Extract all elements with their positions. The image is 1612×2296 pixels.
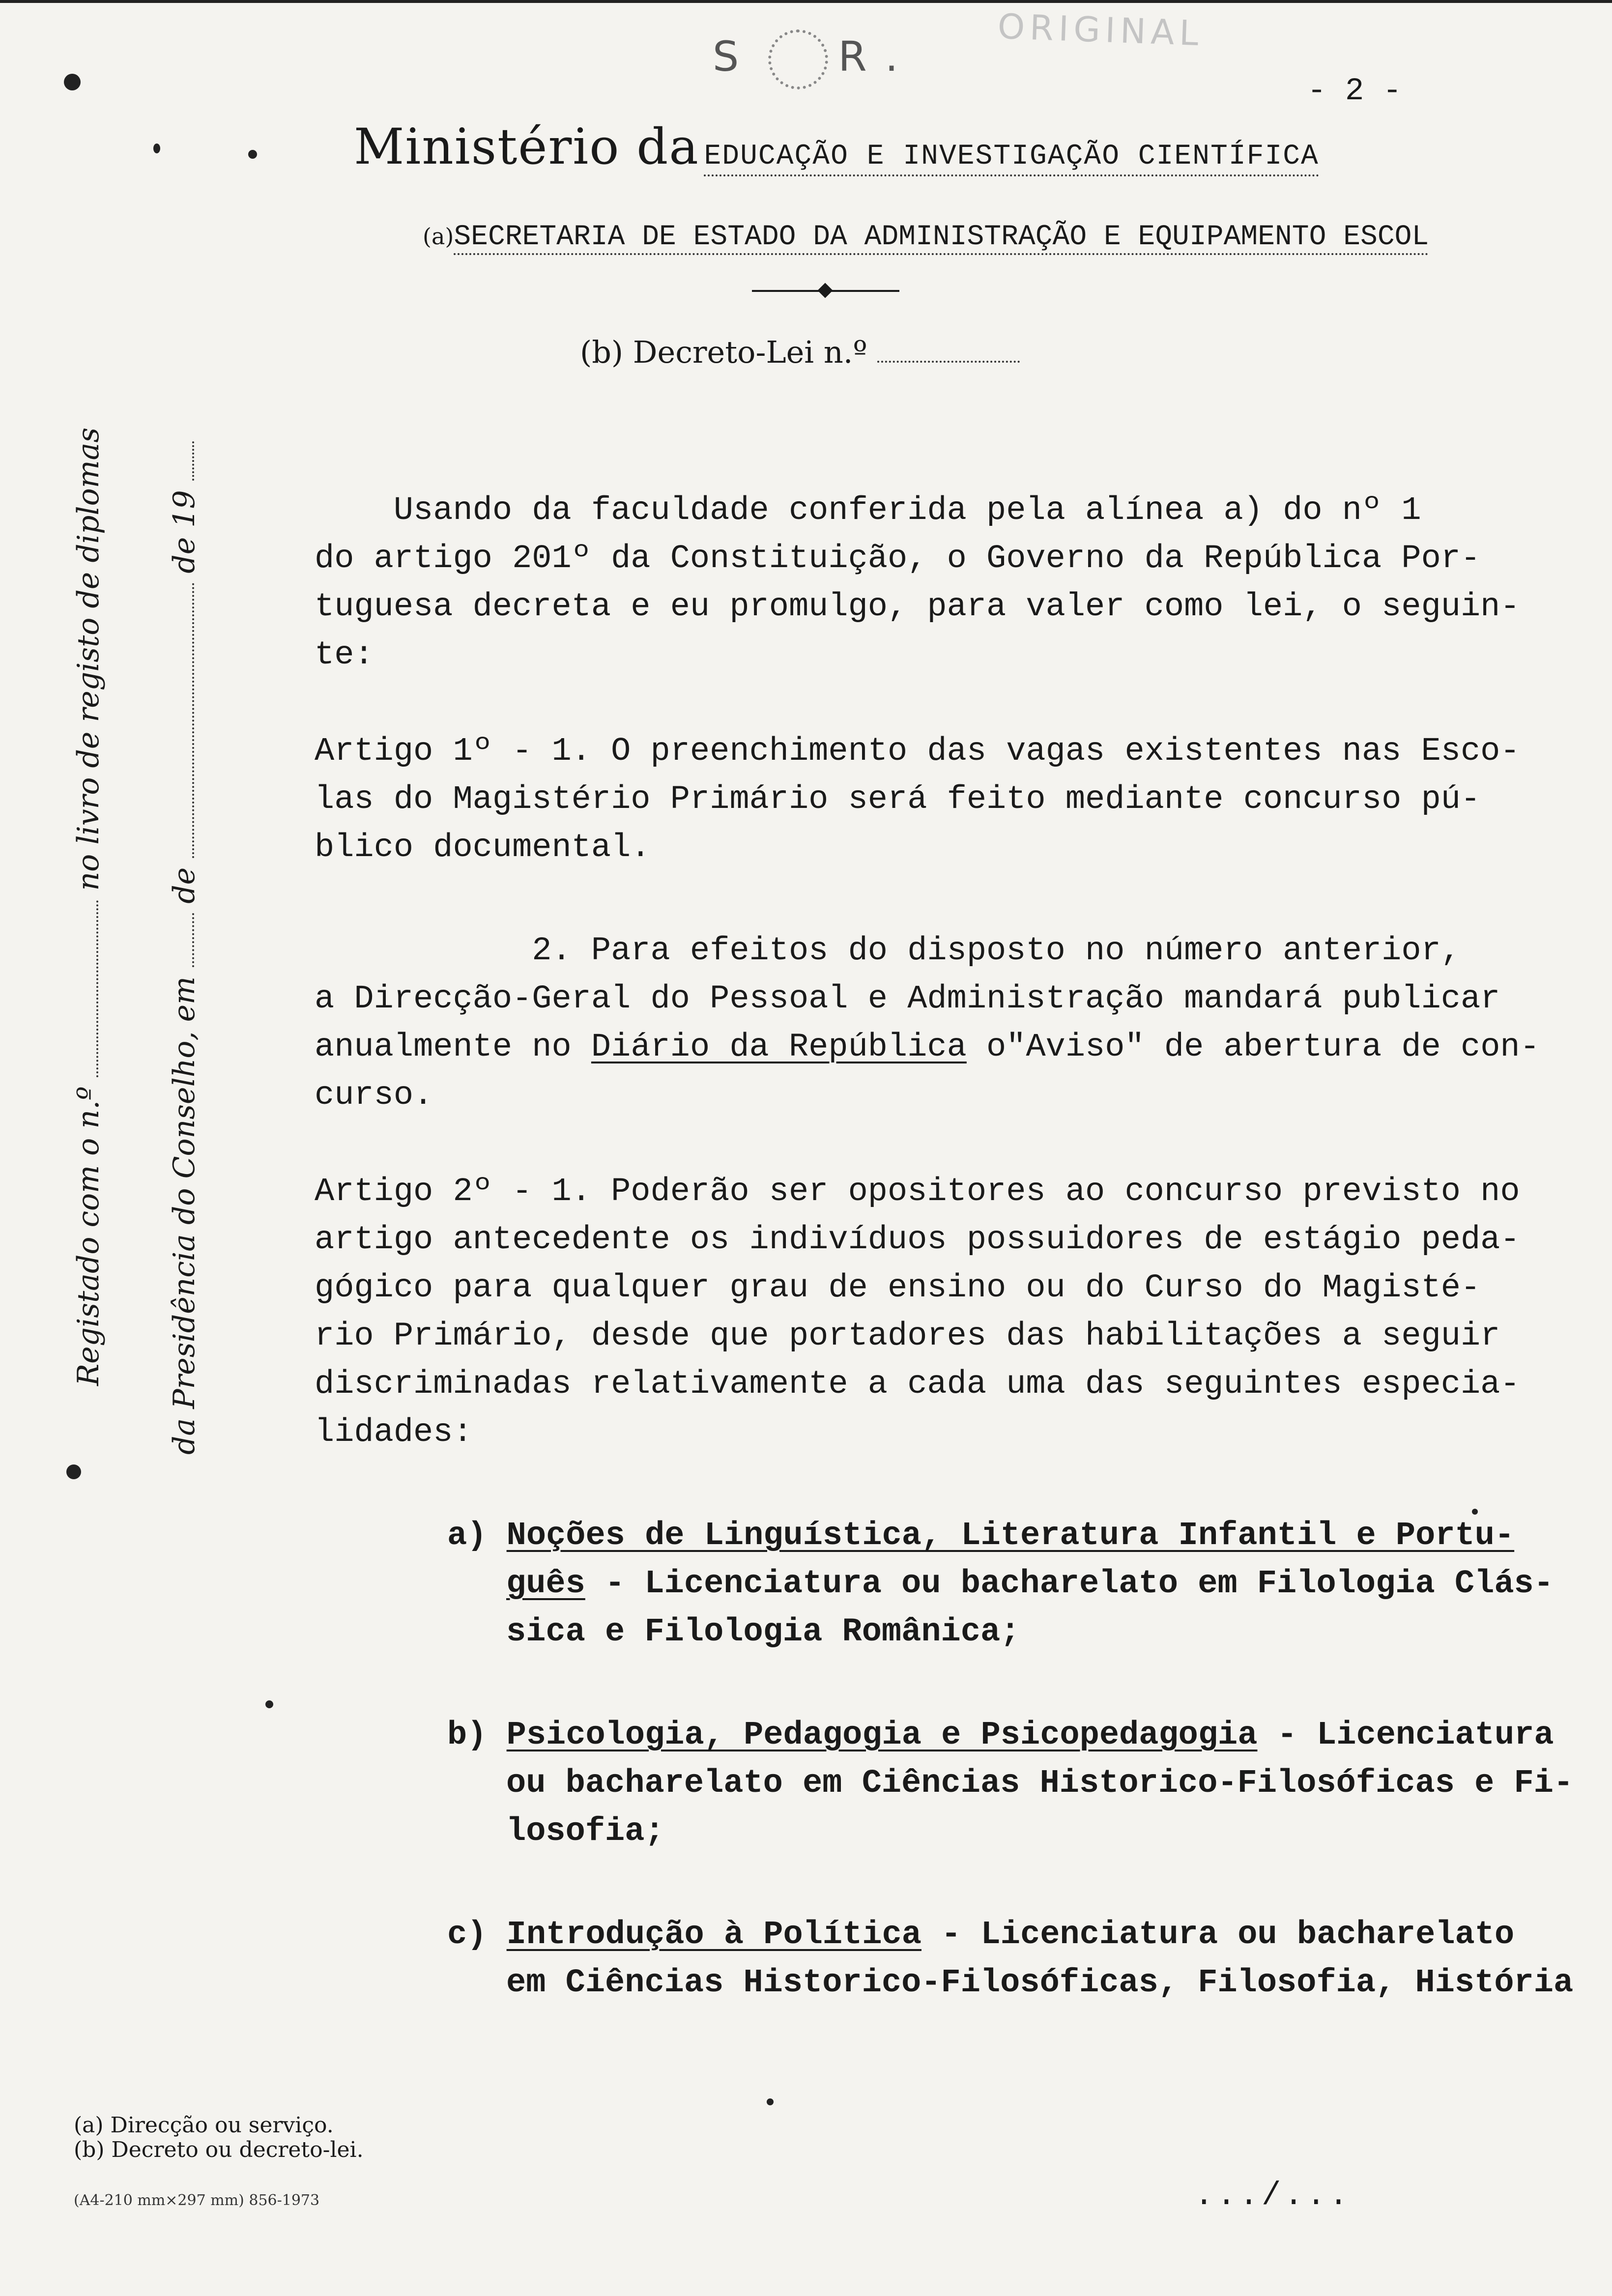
seal-letter-left: S xyxy=(713,32,759,81)
ministry-line xyxy=(354,118,1319,175)
secretaria-footnote-mark: (a) xyxy=(423,223,454,250)
ink-speck xyxy=(248,150,257,159)
article-line: 2. Para efeitos do disposto no número anterior, xyxy=(315,932,1461,970)
preamble-line: do artigo 201º da Constituição, o Governo da República Por- xyxy=(315,540,1481,577)
article-1-paragraph-1 xyxy=(315,727,1563,872)
decree-number-line xyxy=(580,334,1020,370)
registration-number-blank xyxy=(96,900,98,1077)
original-stamp: ORIGINAL xyxy=(997,6,1204,54)
item-letter: c) xyxy=(447,1916,507,1953)
item-title: guês xyxy=(506,1565,585,1603)
item-b: b) Psicologia, Pedagogia e Psicopedagogia - Licenciatura ou bacharelato em Ciências Historico-Filosóficas e Fi- losofia; xyxy=(447,1717,1574,1850)
item-c: c) Introdução à Política - Licenciatura ou bacharelato em Ciências Historico-Filosóficas, Filosofia, História xyxy=(447,1916,1574,2002)
secretaria-name: SECRETARIA DE ESTADO DA ADMINISTRAÇÃO E EQUIPAMENTO ESCOL xyxy=(454,221,1429,255)
article-line: a Direcção-Geral do Pessoal e Administração mandará publicar xyxy=(315,980,1500,1018)
ink-speck xyxy=(64,74,81,90)
ministry-label: Ministério da xyxy=(354,118,699,175)
article-1-paragraph-2 xyxy=(315,927,1563,1119)
article-line: lidades: xyxy=(315,1414,473,1451)
article-line: Artigo 2º - 1. Poderão ser opositores ao concurso previsto no xyxy=(315,1173,1520,1210)
preamble-line: te: xyxy=(315,636,374,674)
seal-header xyxy=(713,29,918,89)
article-line: anualmente no Diário da República o"Aviso" de abertura de con- xyxy=(315,1029,1540,1066)
divider-diamond-icon xyxy=(817,283,833,298)
article-line: blico documental. xyxy=(315,829,651,866)
preamble-line: Usando da faculdade conferida pela alínea a) do nº 1 xyxy=(315,492,1421,529)
decree-number-blank xyxy=(877,361,1020,363)
footnote-a: (a) Direcção ou serviço. xyxy=(74,2113,334,2138)
item-title: Introdução à Política xyxy=(506,1916,921,1953)
item-title: Noções de Linguística, Literatura Infantil e Portu- xyxy=(506,1517,1515,1554)
article-line: rio Primário, desde que portadores das habilitações a seguir xyxy=(315,1318,1500,1355)
secretaria-line xyxy=(423,221,1429,253)
diario-da-republica-reference: Diário da República xyxy=(591,1029,967,1066)
registration-line-2: da Presidência do Conselho, em de de 19 xyxy=(167,441,202,1455)
item-a: a) Noções de Linguística, Literatura Infantil e Portu- guês - Licenciatura ou bacharelato em Filologia Clás- sica e Filologia Românica; xyxy=(447,1517,1554,1651)
top-border-line xyxy=(0,0,1612,3)
article-line: Artigo 1º - 1. O preenchimento das vagas existentes nas Esco- xyxy=(315,733,1520,770)
continuation-mark: .../... xyxy=(1194,2177,1352,2214)
footnote-b: (b) Decreto ou decreto-lei. xyxy=(74,2137,364,2162)
seal-letter-right: R. xyxy=(838,32,918,81)
article-line: curso. xyxy=(315,1077,433,1114)
document-body xyxy=(315,487,1574,2007)
ink-speck xyxy=(153,144,160,153)
preamble-line: tuguesa decreta e eu promulgo, para valer como lei, o seguin- xyxy=(315,588,1520,626)
article-line: gógico para qualquer grau de ensino ou do Curso do Magisté- xyxy=(315,1269,1481,1307)
registration-month-blank xyxy=(192,583,194,858)
decree-footnote-mark: (b) xyxy=(580,334,624,370)
item-letter: b) xyxy=(447,1717,507,1754)
form-reference: (A4-210 mm×297 mm) 856-1973 xyxy=(74,2192,320,2209)
ink-speck xyxy=(66,1464,81,1479)
article-line: discriminadas relativamente a cada uma das seguintes especia- xyxy=(315,1366,1520,1403)
page-number: - 2 - xyxy=(1307,74,1402,109)
article-2 xyxy=(315,1168,1563,1457)
decree-label: Decreto-Lei n.º xyxy=(633,334,867,370)
article-line: las do Magistério Primário será feito mediante concurso pú- xyxy=(315,781,1481,818)
article-line: artigo antecedente os indivíduos possuidores de estágio peda- xyxy=(315,1221,1520,1259)
ministry-name: EDUCAÇÃO E INVESTIGAÇÃO CIENTÍFICA xyxy=(704,141,1319,176)
ink-speck xyxy=(1472,1509,1478,1515)
registration-day-blank xyxy=(192,913,194,967)
item-title: Psicologia, Pedagogia e Psicopedagogia xyxy=(506,1717,1258,1754)
registration-line-1: Registado com o n.º no livro de registo de diplomas xyxy=(71,427,106,1386)
coat-of-arms-emblem-icon xyxy=(768,29,828,89)
item-letter: a) xyxy=(447,1517,507,1554)
preamble xyxy=(315,487,1563,679)
ink-speck xyxy=(767,2098,774,2105)
ink-speck xyxy=(265,1700,273,1708)
registration-year-blank xyxy=(192,441,194,481)
footnotes xyxy=(74,2113,364,2162)
